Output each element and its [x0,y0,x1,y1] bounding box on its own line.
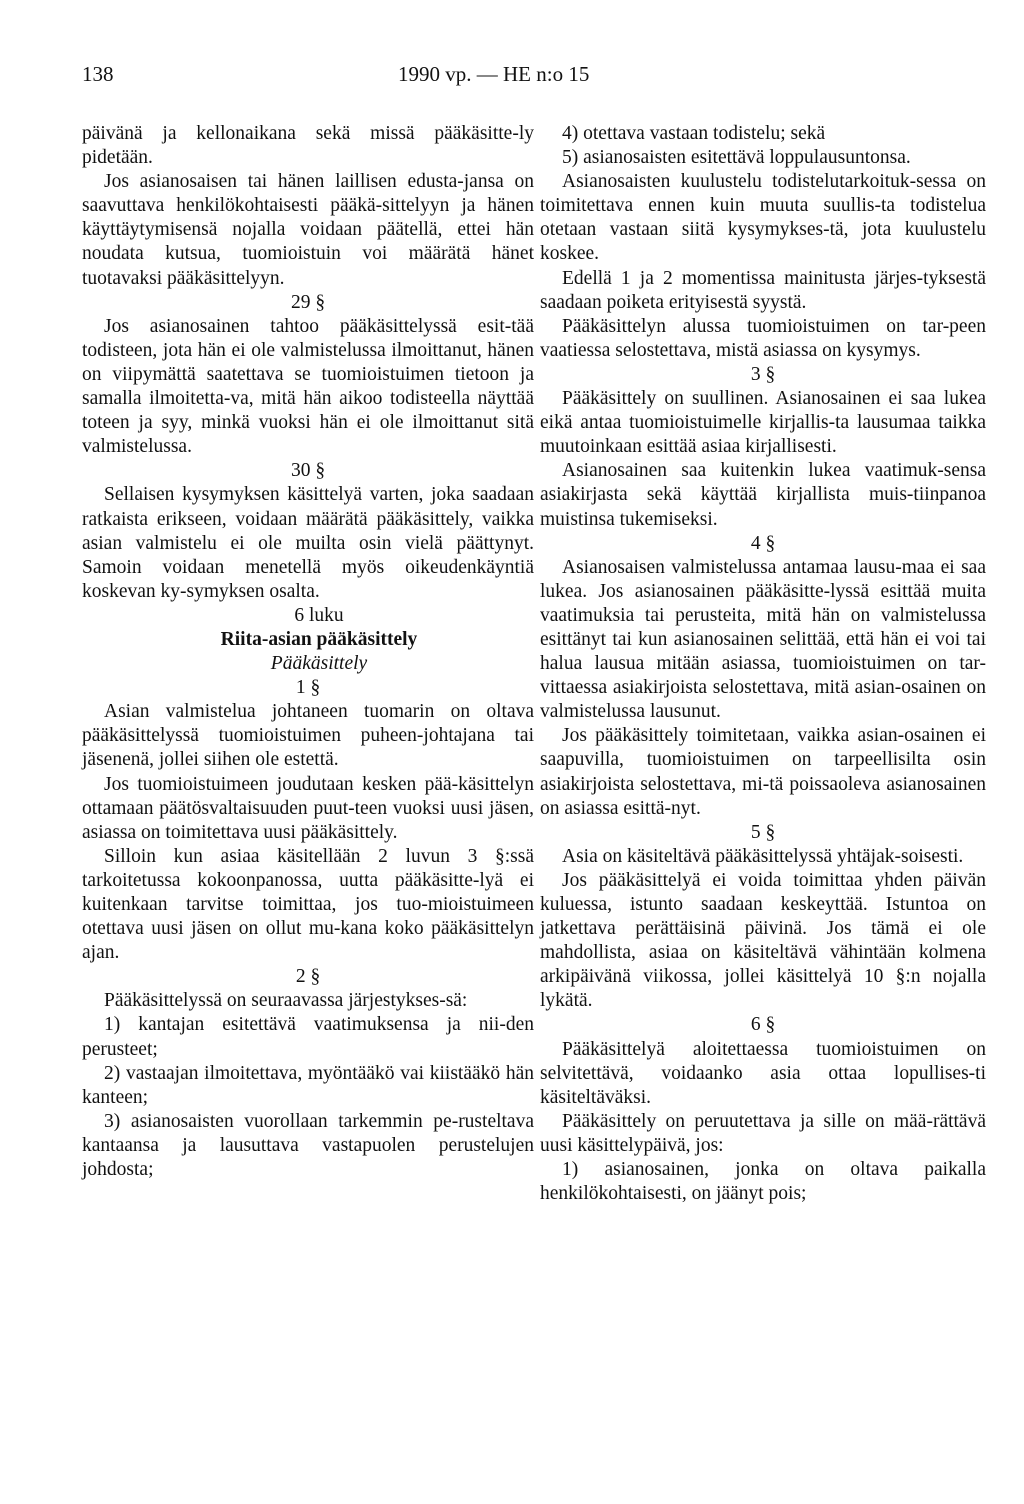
section-heading: 1 § [295,677,321,699]
paragraph: Asianosainen saa kuitenkin lukea vaatimuk-sensa asiakirjasta sekä käyttää kirjallista muis-tiinpanoa muistinsa tukemiseksi. [540,460,986,530]
page-number: 138 [82,62,114,86]
paragraph: Silloin kun asiaa käsitellään 2 luvun 3 §:ssä tarkoitetussa kokoonpanossa, uutta pääkäsitte-lyä ei kuitenkaan tarvitse toimittaa, jos tuo-mioistuimeen otettava uusi jäsen on ollut mu-kana koko pääkäsittelyn ajan. [82,845,534,964]
paragraph: Asianosaisen valmistelussa antamaa lausu-maa ei saa lukea. Jos asianosainen pääkäsitte-lyssä esittää muita vaatimuksia tai perusteita, mitä hän on valmistelussa esittänyt tai kun asianosainen selittää, että hän ei voi tai halua lausua mitään asiassa, tuomioistuimen on tar-vittaessa asiakirjoista selostettava, mitä asian-osainen on valmistelussa lausunut. [540,556,986,723]
paragraph: Pääkäsittelyssä on seuraavassa järjestykses-sä: [104,990,468,1012]
list-item: 4) otettava vastaan todistelu; sekä [562,123,826,144]
right-column [540,122,986,1206]
paragraph: Pääkäsittelyä aloitettaessa tuomioistuimen on selvitettävä, voidaanko asia ottaa lopullises-ti käsiteltäväksi. [540,1038,986,1108]
section-heading: 4 § [750,532,776,554]
paragraph: Asia on käsiteltävä pääkäsittelyssä yhtäjak-soisesti. [562,845,964,867]
section-heading: 6 § [750,1014,776,1036]
paragraph: Pääkäsittelyn alussa tuomioistuimen on tar-peen vaatiessa selostettava, mistä asiassa on kysymys. [540,315,986,361]
chapter-number: 6 luku [294,604,344,626]
paragraph: Pääkäsittely on suullinen. Asianosainen ei saa lukea eikä antaa tuomioistuimelle kirjallis-ta lausumaa taikka muutoinkaan esittää asiaa kirjallisesti. [540,388,986,458]
section-heading: 5 § [750,821,776,843]
paragraph: Sellaisen kysymyksen käsittelyä varten, joka saadaan ratkaista erikseen, voidaan määrätä pääkäsittely, vaikka asian valmistelu ei ole muilta osin vielä päättynyt. Samoin voidaan menetellä myös oikeudenkäyntiä koskevan ky-symyksen osalta. [82,484,534,602]
paragraph: Asianosaisten kuulustelu todistelutarkoituk-sessa on toimitettava ennen kuin muuta suullis-ta todistelua otetaan vastaan siitä kysymykses-tä, jota kuulustelu koskee. [540,171,986,265]
section-heading: 30 § [290,460,326,482]
paragraph: Jos pääkäsittely toimitetaan, vaikka asian-osainen ei saapuvilla, tuomioistuimen on tarpeellisilta osin asiakirjoista selostettava, mi-tä poissaoleva asianosainen on asiassa esittä-nyt. [540,725,986,819]
paragraph: Jos pääkäsittelyä ei voida toimittaa yhden päivän kuluessa, istunto saadaan keskeyttää. Istuntoa on jatkettava perättäisinä päivinä. Jos tämä ei ole mahdollista, asiaa on käsiteltävä vähintään kolmena arkipäivänä viikossa, jollei käsittelyä 10 §:n nojalla lykätä. [540,869,986,1012]
paragraph: Jos tuomioistuimeen joudutaan kesken pää-käsittelyn ottamaan päätösvaltaisuuden puut-teen vuoksi uusi jäsen, asiassa on toimitettava uusi pääkäsittely. [82,773,534,843]
paragraph: Jos asianosainen tahtoo pääkäsittelyssä esit-tää todisteen, jota hän ei ole valmistelussa ilmoittanut, hänen on viipymättä saatettava se tuomioistuimen tietoon ja samalla ilmoitetta-va, mitä hän aikoo todisteella näyttää toteen ja syy, minkä vuoksi hän ei ole ilmoittanut sitä valmistelussa. [82,315,534,458]
list-item: 1) asianosainen, jonka on oltava paikalla henkilökohtaisesti, on jäänyt pois; [540,1159,986,1205]
section-heading: 29 § [290,291,326,313]
paragraph: Pääkäsittely on peruutettava ja sille on mää-rättävä uusi käsittelypäivä, jos: [540,1110,986,1156]
running-head: 1990 vp. — HE n:o 15 [398,62,590,86]
list-item: 1) kantajan esitettävä vaatimuksensa ja nii-den perusteet; [82,1014,534,1060]
list-item: 2) vastaajan ilmoitettava, myöntääkö vai kiistääkö hän kanteen; [82,1062,534,1108]
chapter-subtitle: Pääkäsittely [270,653,368,675]
list-item: 5) asianosaisten esitettävä loppulausuntonsa. [562,147,911,169]
paragraph: Asian valmistelua johtaneen tuomarin on oltava pääkäsittelyssä tuomioistuimen puheen-johtajana tai jäsenenä, jollei siihen ole estettä. [82,701,534,771]
left-column [82,122,534,1182]
page-header [0,62,1024,92]
paragraph: Edellä 1 ja 2 momentissa mainitusta järjes-tyksestä saadaan poiketa erityisestä syystä. [540,267,986,313]
list-item: 3) asianosaisten vuorollaan tarkemmin pe-rusteltava kantaansa ja lausuttava vastapuolen perustelujen johdosta; [82,1110,534,1181]
section-heading: 2 § [295,966,321,988]
paragraph: päivänä ja kellonaikana sekä missä pääkäsitte-ly pidetään. [82,123,534,169]
section-heading: 3 § [750,363,776,385]
chapter-title: Riita-asian pääkäsittely [220,628,418,650]
paragraph: Jos asianosaisen tai hänen laillisen edusta-jansa on saavuttava henkilökohtaisesti pääkä-sittelyyn ja hänen käyttäytymisensä nojalla voidaan päätellä, ettei hän noudata kutsua, tuomioistuin voi määrätä hänet tuotavaksi pääkäsittelyyn. [82,171,534,289]
